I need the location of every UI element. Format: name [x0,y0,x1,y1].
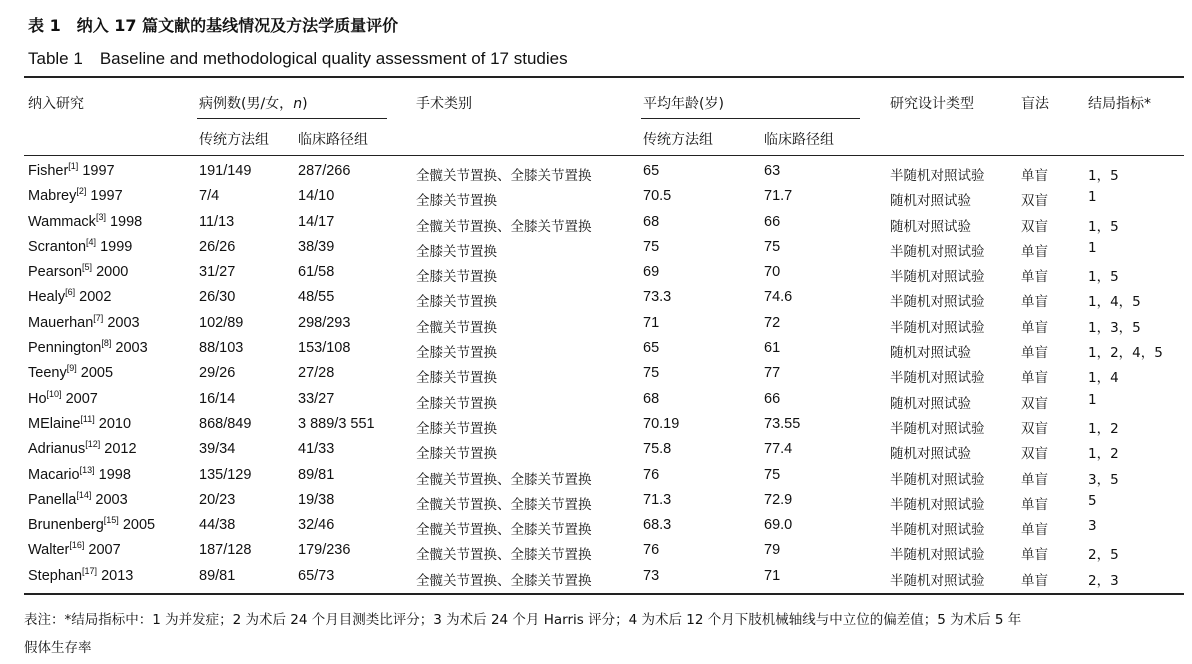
header-cases-suffix: ) [302,96,308,112]
table-row [0,160,1192,185]
header-study: 纳入研究 [28,96,84,112]
table-row [0,236,1192,261]
cell-outcome: 3，5 [1088,471,1119,488]
study-year: 2005 [122,517,156,534]
cell-outcome: 5 [1088,492,1097,509]
table-row [0,464,1192,489]
cell-age-traditional: 71.3 [643,491,672,508]
cell-outcome: 1，4，5 [1088,294,1141,311]
study-author: Ho [28,390,47,407]
cell-blinding: 双盲 [1021,446,1048,463]
study-author: Mauerhan [28,314,94,331]
study-author: Stephan [28,567,83,584]
cell-age-pathway: 72.9 [764,491,793,508]
cell-age-traditional: 65 [643,340,660,357]
table-row [0,438,1192,463]
cell-outcome: 3 [1088,518,1097,535]
cell-design: 半随机对照试验 [890,522,985,539]
cell-design: 半随机对照试验 [890,243,985,260]
cell-design: 半随机对照试验 [890,319,985,336]
cell-study [28,489,128,508]
study-author: Mabrey [28,188,77,205]
cell-blinding: 单盲 [1021,496,1048,513]
cell-design: 半随机对照试验 [890,168,985,184]
cell-cases-traditional: 29/26 [199,365,236,382]
cell-design: 随机对照试验 [890,218,971,235]
cell-cases-traditional: 88/103 [199,340,244,357]
cell-cases-pathway: 298/293 [298,314,351,331]
study-year: 1998 [98,466,131,483]
cell-age-traditional: 70.19 [643,415,680,432]
cell-age-traditional: 73 [643,567,660,584]
cell-outcome: 1，3，5 [1088,319,1141,336]
cell-age-traditional: 76 [643,542,660,559]
table-row [0,514,1192,539]
study-year: 2013 [101,567,134,584]
cell-age-pathway: 73.55 [764,415,801,432]
study-year: 2010 [98,415,132,432]
cell-age-traditional: 76 [643,466,660,483]
study-ref: [1] [68,161,79,171]
cell-age-traditional: 71 [643,314,660,331]
study-ref: [7] [93,312,104,323]
study-year: 2003 [95,491,128,508]
table-row [0,413,1192,438]
cell-blinding: 单盲 [1021,269,1048,286]
study-year: 1999 [100,238,133,255]
study-author: Panella [28,491,77,508]
cell-age-pathway: 79 [764,542,781,559]
cell-surgery: 全膝关节置换 [416,345,497,362]
cell-surgery: 全髋关节置换、全膝关节置换 [416,572,592,589]
cell-cases-traditional: 102/89 [199,314,244,331]
table-row [0,565,1192,590]
cell-blinding: 双盲 [1021,193,1048,210]
cell-surgery: 全髋关节置换、全膝关节置换 [416,218,592,235]
cell-design: 半随机对照试验 [890,496,985,513]
cell-blinding: 单盲 [1021,547,1048,564]
cell-surgery: 全膝关节置换 [416,294,497,311]
study-author: Wammack [28,213,96,230]
study-year: 2007 [65,390,98,407]
cell-cases-pathway: 65/73 [298,567,335,584]
cell-age-traditional: 68 [643,390,660,407]
header-traditional: 传统方法组 [199,132,269,148]
cell-surgery: 全膝关节置换 [416,446,497,463]
header-cases-n: n [293,96,303,112]
study-author: Adrianus [28,441,86,458]
study-ref: [15] [103,515,119,526]
study-year: 1997 [82,163,115,179]
cell-blinding: 单盲 [1021,370,1048,387]
cell-cases-traditional: 39/34 [199,441,236,458]
table-row [0,489,1192,514]
cell-age-pathway: 61 [764,340,781,357]
table-row [0,286,1192,311]
cell-design: 随机对照试验 [890,345,971,362]
cell-cases-pathway: 3 889/3 551 [298,415,375,432]
cell-study [28,188,123,204]
table-row [0,388,1192,413]
cell-age-traditional: 68 [643,213,660,230]
header-age-pathway: 临床路径组 [764,132,834,148]
study-author: Walter [28,542,70,559]
cell-age-pathway: 75 [764,466,781,483]
table-header-rule [24,155,1184,156]
table-title-en: Table 1 Baseline and methodological quality assessment of 17 studies [28,49,568,68]
header-cases-underline [197,118,387,119]
cell-outcome: 1 [1088,189,1097,206]
cell-design: 半随机对照试验 [890,420,985,437]
cell-blinding: 单盲 [1021,522,1048,539]
cell-study [28,565,134,584]
cell-outcome: 1，5 [1088,269,1119,286]
header-age: 平均年龄(岁) [643,96,724,112]
cell-age-pathway: 77 [764,365,781,382]
cell-cases-traditional: 7/4 [199,188,220,205]
table-row [0,312,1192,337]
study-year: 1998 [109,213,143,230]
cell-age-traditional: 65 [643,163,660,179]
cell-outcome: 1，4 [1088,370,1119,387]
cell-cases-traditional: 44/38 [199,517,236,534]
cell-design: 半随机对照试验 [890,471,985,488]
cell-age-traditional: 68.3 [643,517,672,534]
cell-cases-pathway: 14/17 [298,213,335,230]
cell-design: 随机对照试验 [890,193,971,210]
cell-cases-traditional: 20/23 [199,491,236,508]
cell-age-traditional: 75 [643,238,660,255]
cell-cases-pathway: 61/58 [298,264,335,281]
cell-cases-pathway: 41/33 [298,441,335,458]
cell-outcome: 2，3 [1088,572,1119,589]
study-ref: [4] [86,236,97,247]
cell-study [28,289,111,305]
cell-cases-pathway: 32/46 [298,517,335,534]
cell-study [28,312,140,331]
cell-outcome: 1 [1088,239,1097,256]
cell-blinding: 双盲 [1021,420,1048,437]
cell-study [28,211,143,230]
cell-cases-pathway: 287/266 [298,163,351,179]
cell-cases-pathway: 19/38 [298,491,335,508]
cell-blinding: 单盲 [1021,345,1048,362]
cell-cases-pathway: 89/81 [298,466,335,483]
cell-age-traditional: 70.5 [643,188,672,205]
study-ref: [17] [82,565,98,576]
study-author: Fisher [28,163,69,179]
cell-outcome: 1，5 [1088,218,1119,235]
cell-cases-traditional: 26/30 [199,289,236,306]
cell-outcome: 1，2 [1088,420,1119,437]
cell-age-pathway: 72 [764,314,781,331]
table-title-cn: 表 1 纳入 17 篇文献的基线情况及方法学质量评价 [28,16,399,35]
study-ref: [12] [85,439,101,450]
cell-blinding: 双盲 [1021,395,1048,412]
header-outcome: 结局指标* [1088,96,1151,112]
cell-cases-pathway: 48/55 [298,289,335,306]
cell-outcome: 1，2，4，5 [1088,345,1163,362]
cell-surgery: 全膝关节置换 [416,243,497,260]
study-ref: [6] [65,287,76,298]
study-year: 2002 [79,289,112,306]
table-top-rule [24,76,1184,78]
cell-study [28,542,121,558]
study-author: Scranton [28,238,87,255]
cell-blinding: 双盲 [1021,218,1048,235]
cell-blinding: 单盲 [1021,294,1048,311]
cell-surgery: 全膝关节置换 [416,370,497,387]
cell-study [28,413,132,432]
cell-study [28,264,128,280]
cell-cases-traditional: 135/129 [199,466,252,483]
table-bottom-rule [24,593,1184,595]
cell-blinding: 单盲 [1021,168,1048,184]
header-cases-prefix: 病例数(男/女， [199,96,294,112]
cell-design: 半随机对照试验 [890,294,985,311]
cell-cases-pathway: 27/28 [298,365,335,382]
cell-blinding: 单盲 [1021,319,1048,336]
cell-study [28,340,148,356]
study-author: Pearson [28,264,83,281]
cell-study [28,236,133,255]
cell-surgery: 全膝关节置换 [416,420,497,437]
header-blinding: 盲法 [1021,96,1049,112]
cell-blinding: 单盲 [1021,471,1048,488]
cell-cases-pathway: 179/236 [298,542,351,559]
header-design: 研究设计类型 [890,96,974,112]
cell-blinding: 单盲 [1021,572,1048,589]
cell-age-pathway: 66 [764,390,781,407]
study-year: 2000 [96,264,129,281]
study-ref: [9] [66,363,77,374]
cell-surgery: 全髋关节置换、全膝关节置换 [416,471,592,488]
study-author: Healy [28,289,66,306]
cell-design: 随机对照试验 [890,395,971,412]
cell-cases-pathway: 38/39 [298,238,335,255]
study-year: 2012 [104,441,137,458]
cell-outcome: 2，5 [1088,547,1119,564]
study-author: Brunenberg [28,517,104,534]
cell-design: 半随机对照试验 [890,547,985,564]
cell-cases-traditional: 31/27 [199,264,236,281]
study-ref: [13] [79,464,95,475]
header-pathway: 临床路径组 [298,132,368,148]
cell-surgery: 全髋关节置换、全膝关节置换 [416,547,592,564]
cell-cases-traditional: 26/26 [199,238,236,255]
cell-study [28,464,131,483]
study-year: 2003 [107,314,140,331]
cell-surgery: 全髋关节置换 [416,319,497,336]
cell-surgery: 全膝关节置换 [416,269,497,286]
study-ref: [16] [69,540,85,551]
cell-design: 半随机对照试验 [890,269,985,286]
table-note-line-2: 假体生存率 [24,640,92,656]
study-year: 2005 [80,365,114,382]
cell-design: 半随机对照试验 [890,572,985,589]
cell-design: 随机对照试验 [890,446,971,463]
cell-cases-pathway: 153/108 [298,340,351,357]
cell-age-pathway: 71.7 [764,188,793,205]
cell-age-traditional: 73.3 [643,289,672,306]
cell-outcome: 1 [1088,391,1097,408]
cell-surgery: 全膝关节置换 [416,395,497,412]
table-note [24,606,1190,662]
study-ref: [10] [46,388,62,399]
cell-study [28,163,115,179]
table-row [0,211,1192,236]
header-age-traditional: 传统方法组 [643,132,713,148]
cell-cases-traditional: 187/128 [199,542,252,559]
cell-cases-traditional: 11/13 [199,213,235,230]
table-row [0,337,1192,362]
header-cases [199,93,308,113]
table-body [0,160,1192,590]
cell-age-pathway: 75 [764,238,781,255]
cell-age-pathway: 63 [764,163,781,179]
cell-surgery: 全髋关节置换、全膝关节置换 [416,496,592,513]
cell-age-pathway: 77.4 [764,441,793,458]
cell-age-traditional: 75.8 [643,441,672,458]
study-ref: [11] [80,413,95,424]
cell-surgery: 全髋关节置换、全膝关节置换 [416,522,592,539]
study-year: 1997 [90,188,123,205]
header-age-underline [641,118,860,119]
cell-age-traditional: 75 [643,365,660,382]
cell-surgery: 全膝关节置换 [416,193,497,210]
cell-age-traditional: 69 [643,264,660,281]
study-author: Macario [28,466,80,483]
cell-surgery: 全髋关节置换、全膝关节置换 [416,168,592,184]
study-ref: [2] [76,186,87,197]
cell-blinding: 单盲 [1021,243,1048,260]
study-ref: [8] [101,338,112,349]
study-ref: [3] [95,211,106,222]
cell-cases-traditional: 868/849 [199,415,252,432]
cell-age-pathway: 66 [764,213,781,230]
cell-cases-traditional: 89/81 [199,567,236,584]
cell-age-pathway: 74.6 [764,289,793,306]
cell-cases-pathway: 33/27 [298,390,335,407]
cell-outcome: 1，2 [1088,446,1119,463]
study-year: 2003 [115,340,148,357]
study-author: MElaine [28,415,81,432]
header-surgery: 手术类别 [416,96,472,112]
table-row [0,539,1192,564]
table-note-line-1: 表注：*结局指标中：1 为并发症；2 为术后 24 个月目测类比评分；3 为术后 24 个月 Harris 评分；4 为术后 12 个月下肢机械轴线与中立位的偏差值；5 为术后 5 年 [24,612,1022,628]
cell-study [28,388,98,407]
cell-cases-traditional: 191/149 [199,163,252,179]
cell-design: 半随机对照试验 [890,370,985,387]
study-author: Pennington [28,340,102,357]
study-ref: [14] [76,489,92,500]
cell-study [28,517,155,533]
cell-age-pathway: 70 [764,264,781,281]
cell-study [28,441,137,457]
study-author: Teeny [28,365,67,382]
cell-age-pathway: 71 [764,567,781,584]
cell-outcome: 1，5 [1088,168,1119,184]
study-ref: [5] [82,262,93,273]
table-row [0,362,1192,387]
cell-cases-pathway: 14/10 [298,188,335,205]
table-row [0,185,1192,210]
cell-study [28,365,113,381]
table-row [0,261,1192,286]
cell-age-pathway: 69.0 [764,517,793,534]
study-year: 2007 [88,542,121,559]
cell-cases-traditional: 16/14 [199,390,236,407]
